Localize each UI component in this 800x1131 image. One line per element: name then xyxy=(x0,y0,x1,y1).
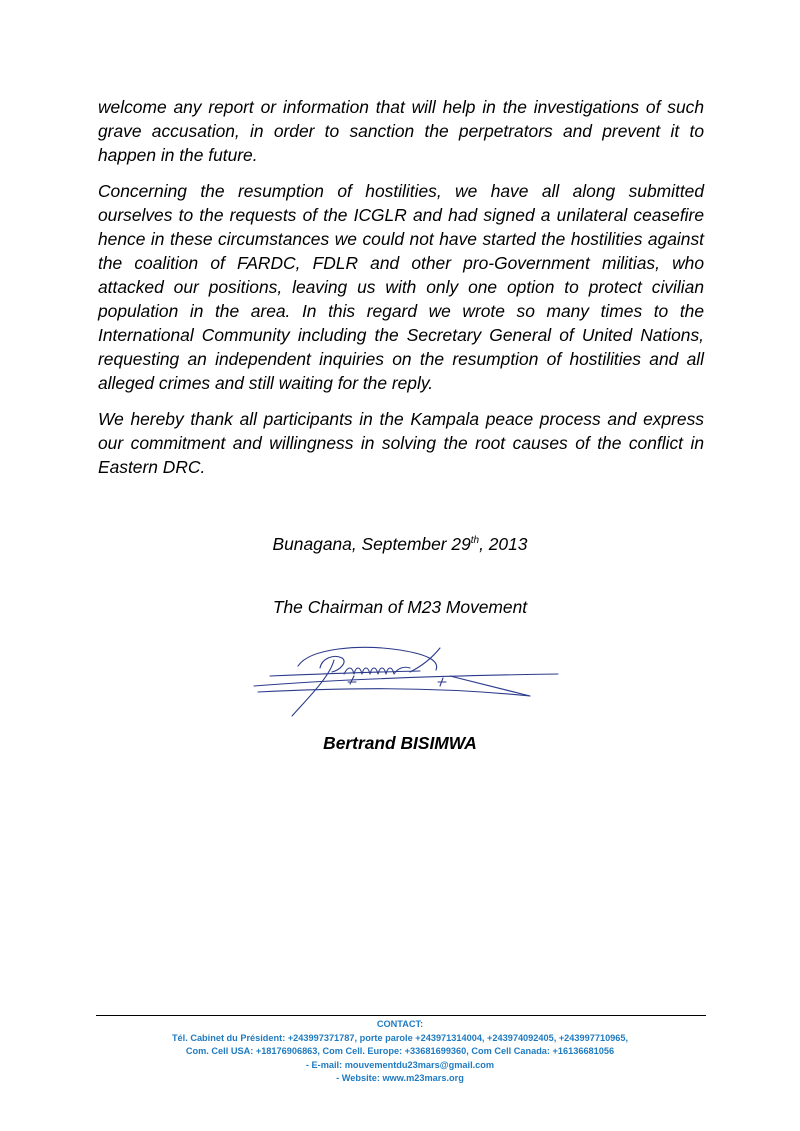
footer-phone-line: Tél. Cabinet du Président: +243997371787, porte parole +243971314004, +243974092405, +243997710965, xyxy=(171,1032,629,1043)
handwritten-signature xyxy=(250,636,560,718)
signer-name: Bertrand BISIMWA xyxy=(323,733,477,753)
place-date-prefix: Bunagana, September 29 xyxy=(272,534,471,554)
date-ordinal-suffix: th xyxy=(470,535,480,547)
footer-cell-line: Com. Cell USA: +18176906863, Com Cell. Europe: +33681699360, Com Cell Canada: +16136681056 xyxy=(185,1046,615,1057)
footer-email: - E-mail: mouvementdu23mars@gmail.com xyxy=(305,1059,495,1070)
place-date xyxy=(0,534,800,555)
letter-body xyxy=(98,95,704,491)
footer-heading: CONTACT: xyxy=(376,1019,424,1029)
footer-divider xyxy=(96,1015,706,1016)
footer-website: - Website: www.m23mars.org xyxy=(336,1073,464,1084)
place-date-year: , 2013 xyxy=(479,534,528,554)
chairman-title: The Chairman of M23 Movement xyxy=(272,597,528,617)
signature-text xyxy=(400,675,401,676)
paragraph-investigations: welcome any report or information that will help in the investigations of such grave accusation, in order to sanction the perpetrators and prevent it to happen in the future. xyxy=(98,97,704,165)
paragraph-thanks: We hereby thank all participants in the Kampala peace process and express our commitment and willingness in solving the root causes of the conflict in Eastern DRC. xyxy=(98,409,704,477)
contact-footer xyxy=(0,1018,800,1086)
paragraph-hostilities: Concerning the resumption of hostilities, we have all along submitted ourselves to the requests of the ICGLR and had signed a unilateral ceasefire hence in these circumstances we could not have started the hostilities against the coalition of FARDC, FDLR and other pro-Government militias, who attacked our positions, leaving us with only one option to protect civilian population in the area. In this regard we wrote so many times to the International Community including the Secretary General of United Nations, requesting an independent inquiries on the resumption of hostilities and all alleged crimes and still waiting for the reply. xyxy=(98,181,704,393)
